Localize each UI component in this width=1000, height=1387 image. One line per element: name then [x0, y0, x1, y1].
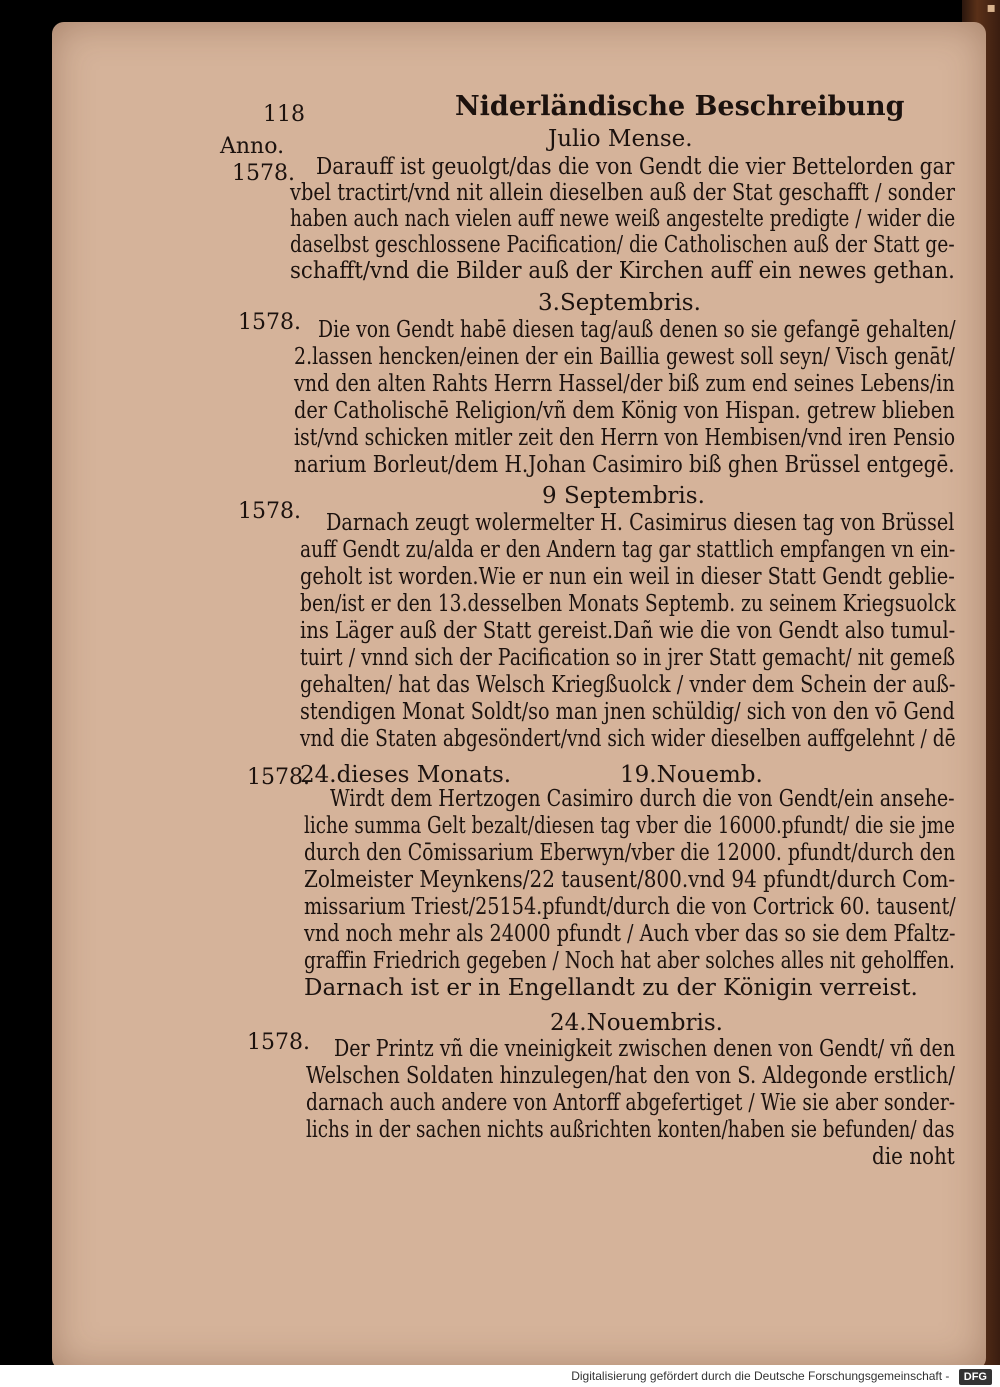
text-line: narium Borleut/dem H.Johan Casimiro biß ghen Brüssel entgegē. [294, 452, 955, 478]
dfg-logo: DFG [959, 1369, 992, 1385]
text-line: gehalten/ hat das Welsch Kriegßuolck / vnder dem Schein der auß- [300, 672, 956, 698]
text-line: schafft/vnd die Bilder auß der Kirchen auff ein newes gethan. [290, 258, 955, 284]
text-line: vnd die Staten abgesöndert/vnd sich wider dieselben auffgelehnt / dē [300, 726, 956, 752]
text-line: Welschen Soldaten hinzulegen/hat den von S. Aldegonde erstlich/ [306, 1063, 955, 1089]
date-heading: 3.Septembris. [538, 290, 701, 316]
page-corner-mark: ▪ [986, 0, 996, 16]
text-line: vnd noch mehr als 24000 pfundt / Auch vber das so sie dem Pfaltz- [304, 921, 956, 947]
text-line: 2.lassen hencken/einen der ein Baillia gewest soll seyn/ Visch genāt/ [294, 344, 955, 370]
text-line: missarium Triest/25154.pfundt/durch die von Cortrick 60. tausent/ [304, 894, 956, 920]
text-line: graffin Friedrich gegeben / Noch hat aber solches alles nit geholffen. [304, 948, 955, 974]
text-line: 24.dieses Monats. [300, 762, 512, 788]
text-line: Der Printz vñ die vneinigkeit zwischen denen von Gendt/ vñ den [334, 1036, 956, 1062]
date-heading: Julio Mense. [548, 126, 693, 152]
text-line: Die von Gendt habē diesen tag/auß denen so sie gefangē gehalten/ [318, 317, 956, 343]
text-line: vbel tractirt/vnd nit allein dieselben auß der Stat geschafft / sonder [290, 180, 955, 206]
text-line: Wirdt dem Hertzogen Casimiro durch die von Gendt/ein ansehe- [330, 786, 955, 812]
date-heading: 24.Nouembris. [550, 1010, 723, 1036]
margin-year: 1578. [232, 161, 295, 186]
footer-text: Digitalisierung gefördert durch die Deutsche Forschungsgemeinschaft - [571, 1369, 950, 1383]
text-line: durch den Cōmissarium Eberwyn/vber die 12000. pfundt/durch den [304, 840, 956, 866]
text-line: der Catholischē Religion/vñ dem König von Hispan. getrew blieben [294, 398, 955, 424]
text-line: darnach auch andere von Antorff abgefertiget / Wie sie aber sonder- [306, 1090, 956, 1116]
text-line: ben/ist er den 13.desselben Monats Septemb. zu seinem Kriegsuolck [300, 591, 956, 617]
margin-anno: Anno. [220, 134, 285, 159]
margin-year: 1578. [238, 310, 301, 335]
text-line: Darnach zeugt wolermelter H. Casimirus diesen tag von Brüssel [326, 510, 955, 536]
text-line: liche summa Gelt bezalt/diesen tag vber die 16000.pfundt/ die sie jme [304, 813, 956, 839]
margin-year: 1578. [247, 1030, 310, 1055]
margin-year: 1578. [247, 765, 310, 790]
text-line: ins Läger auß der Statt gereist.Dañ wie die von Gendt also tumul- [300, 618, 956, 644]
text-line: tuirt / vnnd sich der Pacification so in jrer Statt gemacht/ nit gemeß [300, 645, 956, 671]
text-line: auff Gendt zu/alda er den Andern tag gar stattlich empfangen vn ein- [300, 537, 956, 563]
date-heading: 19.Nouemb. [620, 762, 763, 788]
text-line: Zolmeister Meynkens/22 tausent/800.vnd 94 pfundt/durch Com- [304, 867, 956, 893]
text-line: stendigen Monat Soldt/so man jnen schüldig/ sich von den vō Gend [300, 699, 955, 725]
catchword: die noht [872, 1144, 955, 1170]
date-heading: 9 Septembris. [542, 483, 705, 509]
folio-number: 118 [263, 102, 305, 127]
running-title: Niderländische Beschreibung [455, 91, 905, 122]
digitization-footer [0, 1365, 1000, 1387]
text-line: Darnach ist er in Engellandt zu der Königin verreist. [304, 975, 918, 1001]
text-line: Darauff ist geuolgt/das die von Gendt die vier Bettelorden gar [316, 154, 955, 180]
text-line: lichs in der sachen nichts außrichten konten/haben sie befunden/ das [306, 1117, 955, 1143]
text-line: vnd den alten Rahts Herrn Hassel/der biß zum end seines Lebens/in [294, 371, 955, 397]
text-line: geholt ist worden.Wie er nun ein weil in dieser Statt Gendt geblie- [300, 564, 955, 590]
margin-year: 1578. [238, 499, 301, 524]
text-line: ist/vnd schicken mitler zeit den Herrn von Hembisen/vnd iren Pensio [294, 425, 956, 451]
text-line: haben auch nach vielen auff newe weiß angestelte predigte / wider die [290, 206, 956, 232]
text-line: daselbst geschlossene Pacification/ die Catholischen auß der Statt ge- [290, 232, 955, 258]
